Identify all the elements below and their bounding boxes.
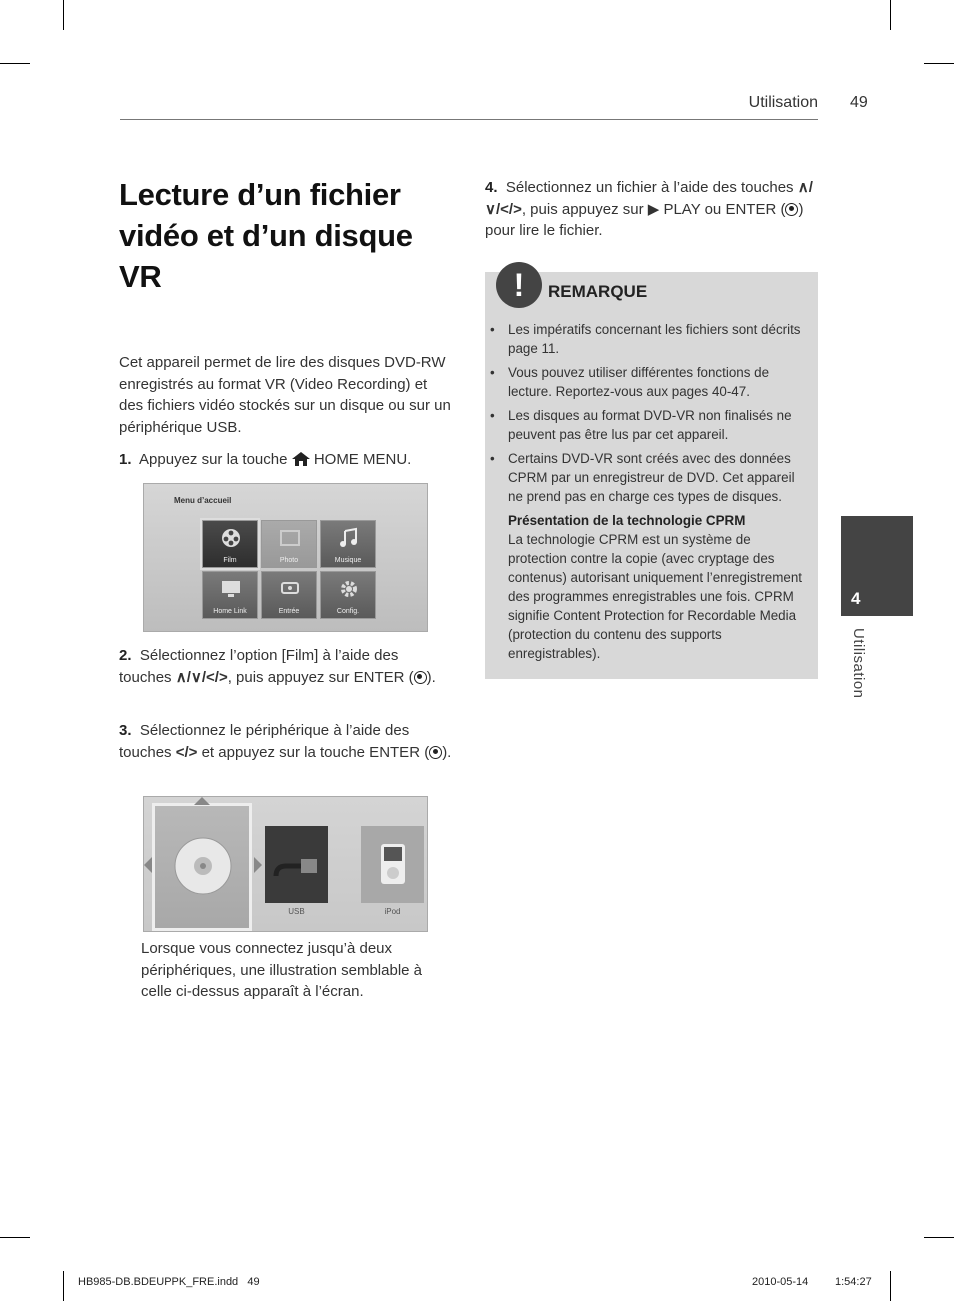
step-3	[119, 720, 454, 763]
arrow-keys: ∧/∨/</>	[485, 179, 813, 218]
list-item	[490, 320, 812, 358]
page-title: Lecture d’un fichier vidéo et d’un disque VR	[119, 177, 413, 294]
step-1	[119, 449, 454, 471]
tile-label: Photo	[279, 557, 299, 564]
film-reel-icon	[220, 527, 242, 549]
crop-mark	[0, 1237, 30, 1238]
bullet: •	[490, 322, 495, 337]
footer-date: 2010-05-14	[752, 1276, 809, 1288]
exclamation-icon: !	[496, 262, 542, 308]
cprm-section	[490, 511, 812, 663]
footer-filename: HB985-DB.BDEUPPK_FRE.indd 49	[78, 1276, 260, 1288]
tile-label: Home Link	[213, 608, 247, 615]
chapter-label: Utilisation	[850, 628, 867, 699]
list-item	[490, 363, 812, 401]
step-number: 4.	[485, 179, 498, 196]
bullet: •	[490, 365, 495, 380]
list-item-text: Les disques au format DVD-VR non finalisés ne peuvent pas être lus par cet appareil.	[508, 408, 792, 442]
cprm-text: La technologie CPRM est un système de protection contre la copie (avec cryptage des contenus) autorisant uniquement l’enregistrement des programmes enregistrables une fois. CPRM signifie Content Protection for Recordable Media (protection du contenu des supports enregistrables).	[508, 532, 803, 661]
chevron-right-icon	[254, 857, 262, 873]
tile-label: Musique	[334, 557, 362, 564]
step-number: 3.	[119, 722, 132, 739]
step-text: , puis appuyez sur ENTER (	[227, 668, 414, 686]
note-title: REMARQUE	[548, 282, 648, 301]
usb-icon	[271, 846, 321, 886]
disc-icon	[173, 836, 233, 896]
footer-time: 1:54:27	[835, 1276, 872, 1288]
usb-label: USB	[288, 907, 305, 916]
step-number: 2.	[119, 647, 132, 664]
step-text: et appuyez sur la touche ENTER (	[201, 743, 430, 761]
ipod-label: iPod	[384, 907, 401, 916]
ipod-panel	[361, 826, 424, 903]
step-2	[119, 645, 454, 688]
chevron-up-icon	[194, 797, 210, 805]
tile-label: Entrée	[278, 608, 300, 615]
input-icon	[279, 578, 301, 600]
tile-film	[202, 520, 258, 568]
header-rule	[120, 119, 818, 120]
step-number: 1.	[119, 451, 132, 468]
step-text: Sélectionnez l’option [Film] à l’aide des touches	[119, 647, 399, 686]
enter-icon	[429, 746, 442, 759]
step-text: ).	[426, 668, 436, 686]
step-text: Appuyez sur la touche	[139, 451, 288, 468]
gear-icon	[338, 578, 360, 600]
list-item	[490, 449, 812, 506]
step-text: HOME MENU.	[313, 451, 412, 468]
step-4	[485, 177, 820, 242]
tile-label: Config.	[336, 608, 360, 615]
photo-icon	[279, 527, 301, 549]
cprm-heading: Présentation de la technologie CPRM	[508, 513, 746, 528]
home-menu-screenshot	[143, 483, 428, 632]
disc-panel	[152, 803, 252, 931]
chevron-left-icon	[144, 857, 152, 873]
monitor-icon	[220, 578, 242, 600]
bullet: •	[490, 408, 495, 423]
crop-mark	[924, 63, 954, 64]
intro-paragraph: Cet appareil permet de lire des disques DVD-RW enregistrés au format VR (Video Recording) et des fichiers vidéo stockés sur un disque ou sur un périphérique USB.	[119, 354, 451, 436]
note-list	[490, 320, 812, 663]
step-3-note: Lorsque vous connectez jusqu’à deux périphériques, une illustration semblable à celle ci-dessus apparaît à l’écran.	[141, 940, 423, 1000]
crop-mark	[63, 0, 64, 30]
chapter-number: 4	[851, 589, 861, 608]
crop-mark	[63, 1271, 64, 1301]
home-icon	[292, 452, 310, 466]
arrow-keys: </>	[175, 743, 198, 761]
crop-mark	[924, 1237, 954, 1238]
list-item-text: Certains DVD-VR sont créés avec des données CPRM par un enregistreur de DVD. Cet appareil ne prend pas en charge ces types de disques.	[508, 451, 795, 504]
tile-musique	[320, 520, 376, 568]
device-selection-screenshot	[143, 796, 428, 932]
tile-entree	[261, 571, 317, 619]
arrow-keys: ∧/∨/</>	[175, 668, 228, 686]
step-text: ).	[442, 743, 452, 761]
tile-label: Film	[223, 557, 237, 564]
tile-photo	[261, 520, 317, 568]
crop-mark	[0, 63, 30, 64]
step-text: , puis appuyez sur ▶ PLAY ou ENTER (	[521, 200, 786, 218]
music-note-icon	[338, 527, 360, 549]
menu-title: Menu d’accueil	[174, 496, 232, 505]
step-text: Sélectionnez le périphérique à l’aide des touches	[119, 722, 410, 761]
list-item-text: Vous pouvez utiliser différentes fonctions de lecture. Reportez-vous aux pages 40-47.	[508, 365, 770, 399]
bullet: •	[490, 451, 495, 466]
running-header-section: Utilisation	[748, 94, 818, 111]
crop-mark	[890, 0, 891, 30]
ipod-icon	[381, 844, 405, 884]
step-text: ) pour lire le fichier.	[485, 200, 804, 239]
enter-icon	[414, 671, 427, 684]
page-number: 49	[850, 94, 868, 111]
tile-home-link	[202, 571, 258, 619]
tile-config	[320, 571, 376, 619]
enter-icon	[785, 203, 798, 216]
list-item	[490, 406, 812, 444]
usb-panel	[265, 826, 328, 903]
list-item-text: Les impératifs concernant les fichiers sont décrits page 11.	[508, 322, 801, 356]
step-text: Sélectionnez un fichier à l’aide des touches	[505, 179, 794, 196]
crop-mark	[890, 1271, 891, 1301]
